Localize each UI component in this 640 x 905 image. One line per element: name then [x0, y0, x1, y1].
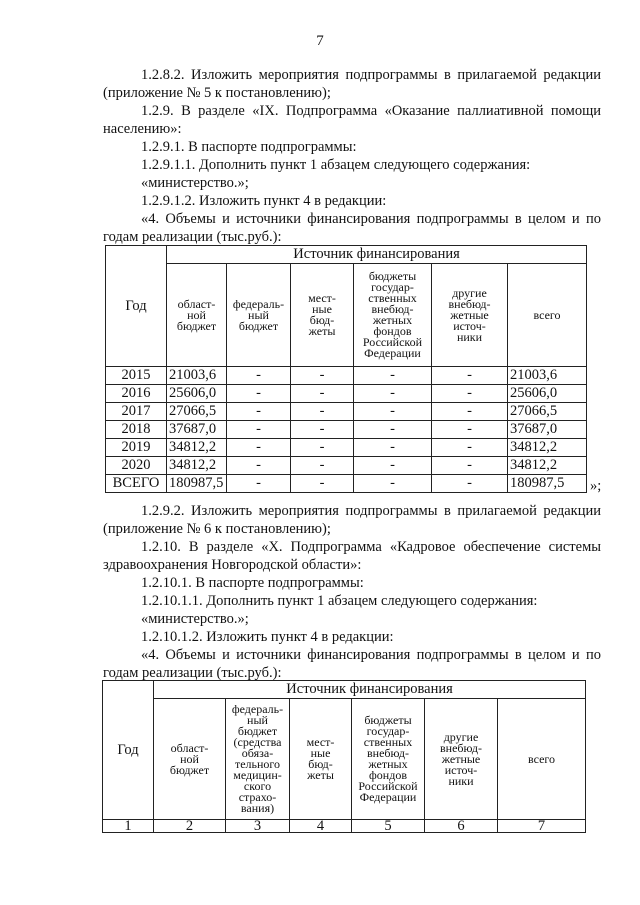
source-header: Источник финансирования	[154, 681, 586, 699]
value-cell: -	[354, 421, 432, 439]
col-header-text: мест- ные бюд- жеты	[306, 735, 335, 782]
text-line: «министерство.»;	[141, 175, 249, 191]
value-cell: 34812,2	[167, 457, 227, 475]
financing-table-1	[105, 245, 587, 493]
value-cell: -	[354, 403, 432, 421]
value-cell: 27066,5	[508, 403, 587, 421]
value-cell: -	[291, 421, 354, 439]
value-cell: 34812,2	[167, 439, 227, 457]
value-cell: -	[432, 403, 508, 421]
col-header-text: всего	[528, 751, 556, 766]
col-header-text: федераль- ный бюджет (средства обяза- тельного медицин- ского страхо- вания)	[231, 702, 284, 815]
value-cell: -	[354, 385, 432, 403]
year-cell: 2016	[106, 385, 167, 403]
year-cell: 2017	[106, 403, 167, 421]
text-line: 1.2.9.2. Изложить мероприятия подпрограммы в прилагаемой редакции	[141, 503, 601, 519]
year-cell: ВСЕГО	[106, 475, 167, 493]
column-number-cell: 5	[352, 820, 425, 833]
col-header-regional	[154, 699, 226, 820]
value-cell: -	[291, 439, 354, 457]
value-cell: -	[354, 475, 432, 493]
value-cell: 25606,0	[508, 385, 587, 403]
value-cell: 180987,5	[167, 475, 227, 493]
column-number-cell: 4	[290, 820, 352, 833]
page-number: 7	[316, 33, 324, 49]
text-line: населению»:	[103, 121, 182, 137]
value-cell: -	[291, 367, 354, 385]
year-header: Год	[106, 246, 167, 367]
value-cell: 21003,6	[167, 367, 227, 385]
col-header-federal	[227, 264, 291, 367]
value-cell: 21003,6	[508, 367, 587, 385]
value-cell: 25606,0	[167, 385, 227, 403]
col-header-state-funds	[352, 699, 425, 820]
year-cell: 2020	[106, 457, 167, 475]
year-cell: 2019	[106, 439, 167, 457]
value-cell: -	[432, 421, 508, 439]
text-line: «4. Объемы и источники финансирования подпрограммы в целом и по	[141, 211, 601, 227]
value-cell: -	[227, 367, 291, 385]
col-header-text: бюджеты государ- ственных внебюд- жетных фондов Российской Федерации	[358, 713, 418, 804]
value-cell: -	[227, 457, 291, 475]
value-cell: 37687,0	[508, 421, 587, 439]
column-number-cell: 7	[498, 820, 586, 833]
year-cell: 2018	[106, 421, 167, 439]
value-cell: -	[354, 457, 432, 475]
table-row	[106, 367, 587, 385]
text-line: годам реализации (тыс.руб.):	[103, 229, 282, 245]
value-cell: -	[432, 367, 508, 385]
text-line: 1.2.9.1. В паспорте подпрограммы:	[141, 139, 357, 155]
value-cell: -	[354, 367, 432, 385]
value-cell: -	[291, 403, 354, 421]
value-cell: -	[354, 439, 432, 457]
col-header-text: другие внебюд- жетные источ- ники	[448, 285, 491, 344]
col-header-text: област- ной бюджет	[176, 296, 217, 333]
text-line: 1.2.10.1.1. Дополнить пункт 1 абзацем следующего содержания:	[141, 593, 538, 609]
value-cell: 27066,5	[167, 403, 227, 421]
col-header-text: бюджеты государ- ственных внебюд- жетных фондов Российской Федерации	[362, 269, 423, 360]
value-cell: 34812,2	[508, 439, 587, 457]
value-cell: 37687,0	[167, 421, 227, 439]
col-header-other	[425, 699, 498, 820]
value-cell: -	[227, 439, 291, 457]
value-cell: -	[227, 421, 291, 439]
value-cell: -	[291, 475, 354, 493]
source-header: Источник финансирования	[167, 246, 587, 264]
text-line: 1.2.8.2. Изложить мероприятия подпрограммы в прилагаемой редакции	[141, 67, 601, 83]
column-number-cell: 6	[425, 820, 498, 833]
text-line: 1.2.10.1.2. Изложить пункт 4 в редакции:	[141, 629, 394, 645]
table-row	[106, 385, 587, 403]
col-header-text: другие внебюд- жетные источ- ники	[440, 729, 482, 788]
col-header-total	[498, 699, 586, 820]
col-header-text: мест- ные бюд- жеты	[308, 291, 336, 338]
value-cell: -	[227, 475, 291, 493]
value-cell: -	[432, 457, 508, 475]
value-cell: -	[291, 457, 354, 475]
col-header-text: всего	[533, 307, 561, 322]
column-number-cell: 1	[103, 820, 154, 833]
table-row	[106, 475, 587, 493]
col-header-total	[508, 264, 587, 367]
text-line: 1.2.9.1.2. Изложить пункт 4 в редакции:	[141, 193, 387, 209]
col-header-other	[432, 264, 508, 367]
value-cell: -	[227, 385, 291, 403]
value-cell: -	[432, 475, 508, 493]
table-row	[106, 403, 587, 421]
value-cell: -	[227, 403, 291, 421]
text-line: «министерство.»;	[141, 611, 249, 627]
table-row	[106, 421, 587, 439]
year-header: Год	[103, 681, 154, 820]
table-tail: »;	[590, 478, 602, 494]
column-number-cell: 2	[154, 820, 226, 833]
text-line: годам реализации (тыс.руб.):	[103, 665, 282, 681]
col-header-regional	[167, 264, 227, 367]
table-row	[106, 457, 587, 475]
text-line: 1.2.9. В разделе «IX. Подпрограмма «Оказание паллиативной помощи	[141, 103, 601, 119]
text-line: 1.2.9.1.1. Дополнить пункт 1 абзацем следующего содержания:	[141, 157, 531, 173]
value-cell: 180987,5	[508, 475, 587, 493]
financing-table-2	[102, 680, 586, 833]
col-header-federal	[226, 699, 290, 820]
text-line: здравоохранения Новгородской области»:	[103, 557, 362, 573]
text-line: (приложение № 6 к постановлению);	[103, 521, 331, 537]
value-cell: -	[432, 385, 508, 403]
value-cell: 34812,2	[508, 457, 587, 475]
col-header-text: област- ной бюджет	[169, 740, 210, 777]
text-line: 1.2.10.1. В паспорте подпрограммы:	[141, 575, 364, 591]
col-header-text: федераль- ный бюджет	[232, 296, 285, 333]
text-line: 1.2.10. В разделе «X. Подпрограмма «Кадровое обеспечение системы	[141, 539, 601, 555]
col-header-local	[291, 264, 354, 367]
text-line: (приложение № 5 к постановлению);	[103, 85, 331, 101]
value-cell: -	[291, 385, 354, 403]
column-number-cell: 3	[226, 820, 290, 833]
column-number-row	[103, 820, 586, 833]
value-cell: -	[432, 439, 508, 457]
col-header-state-funds	[354, 264, 432, 367]
text-line: «4. Объемы и источники финансирования подпрограммы в целом и по	[141, 647, 601, 663]
year-cell: 2015	[106, 367, 167, 385]
table-row	[106, 439, 587, 457]
col-header-local	[290, 699, 352, 820]
